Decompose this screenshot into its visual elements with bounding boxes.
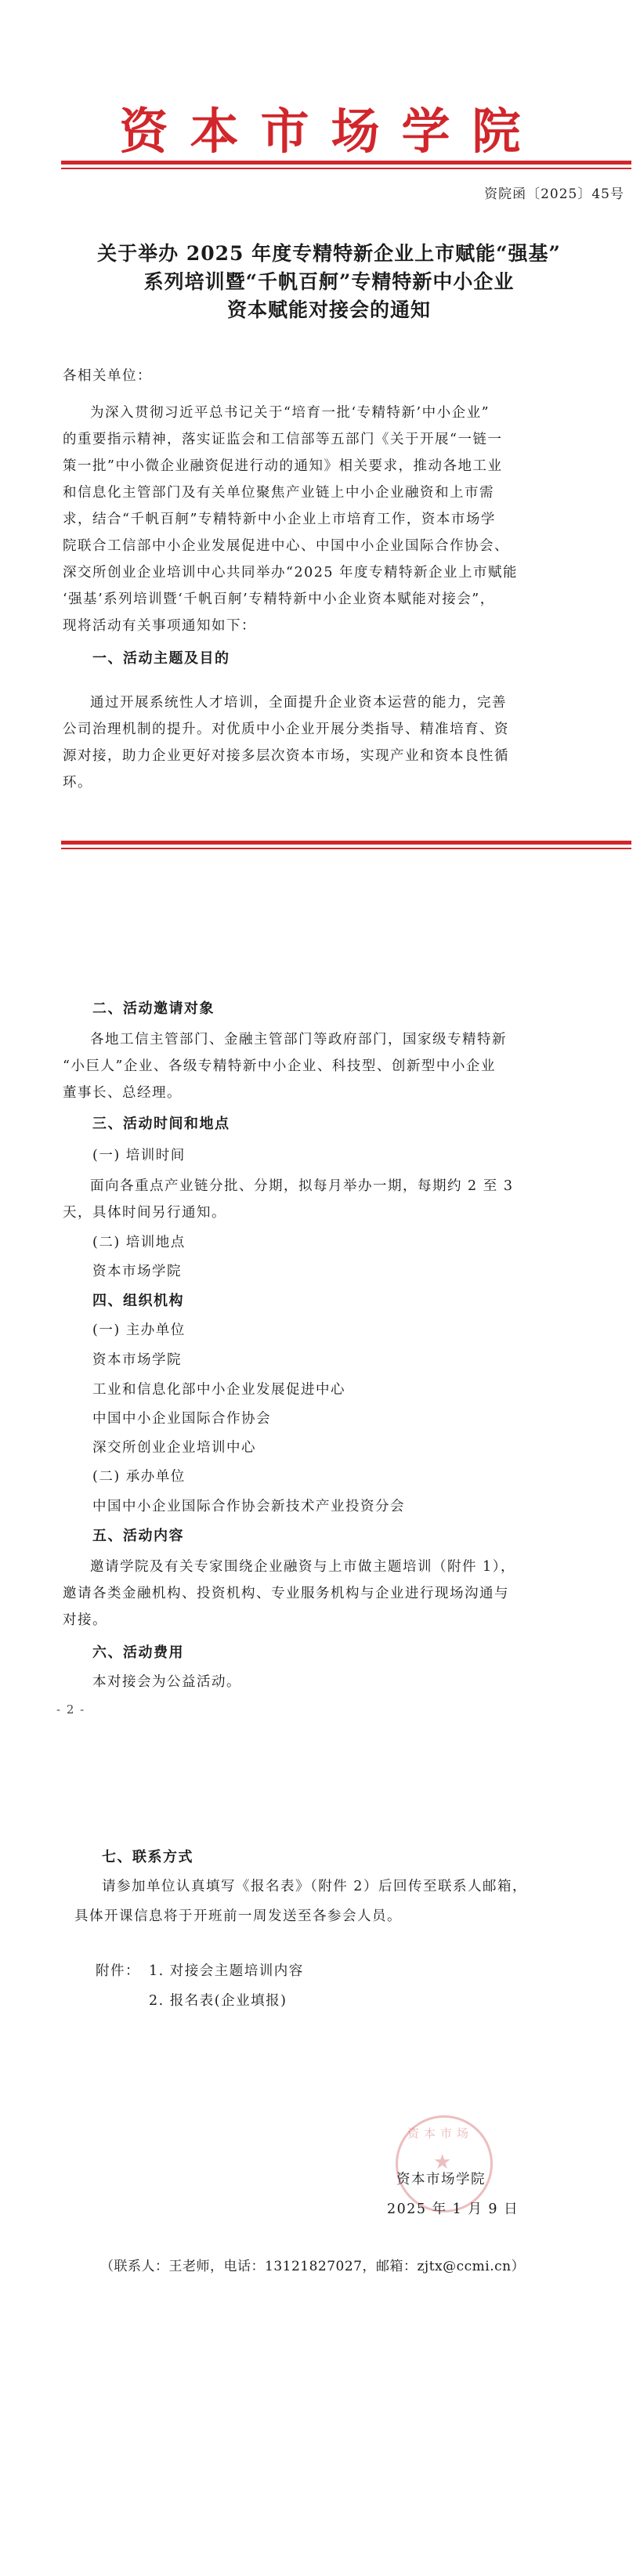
- letterhead-title: 资本市场学院: [119, 103, 543, 160]
- time-line: 天，具体时间另行通知。: [63, 1205, 226, 1221]
- intro-line: 和信息化主管部门及有关单位聚焦产业链上中小企业融资和上市需: [63, 485, 494, 501]
- section-2-heading: 二、活动邀请对象: [92, 1000, 215, 1017]
- section-1-heading: 一、活动主题及目的: [92, 650, 230, 667]
- time-line: 面向各重点产业链分批、分期，拟每月举办一期，每期约 2 至 3: [90, 1178, 514, 1194]
- intro-paragraph: [63, 400, 564, 639]
- section-5-line: 邀请学院及有关专家围绕企业融资与上市做主题培训（附件 1），: [90, 1559, 515, 1575]
- intro-line: 现将活动有关事项通知如下：: [63, 618, 256, 634]
- title-line: 关于举办 2025 年度专精特新企业上市赋能“强基”: [97, 242, 561, 265]
- intro-line: 院联合工信部中小企业发展促进中心、中国中小企业国际合作协会、: [63, 538, 509, 554]
- section-4-sub-organizer: (二) 承办单位: [92, 1469, 186, 1485]
- section-2-line: 董事长、总经理。: [63, 1085, 182, 1101]
- section-2-body: [63, 1026, 564, 1106]
- page-rule-thin: [61, 848, 631, 849]
- section-6-heading: 六、活动费用: [92, 1644, 184, 1661]
- salutation: 各相关单位：: [63, 368, 152, 384]
- host-org: 中国中小企业国际合作协会: [92, 1411, 271, 1427]
- signature-org: 资本市场学院: [396, 2172, 486, 2187]
- page-number: - 2 -: [56, 1702, 85, 1717]
- section-3-heading: 三、活动时间和地点: [92, 1116, 230, 1132]
- section-1-body: [63, 689, 564, 796]
- seal-star-icon: ★: [433, 2151, 452, 2174]
- section-3-sub-place: (二) 培训地点: [92, 1235, 186, 1250]
- section-3-time-body: [63, 1173, 564, 1226]
- section-1-line: 源对接，助力企业更好对接多层次资本市场，实现产业和资本良性循: [63, 748, 509, 764]
- document-number: 资院函〔2025〕45号: [484, 186, 624, 202]
- section-4-sub-host: (一) 主办单位: [92, 1322, 186, 1338]
- intro-line: 策一批”中小微企业融资促进行动的通知》相关要求，推动各地工业: [63, 458, 503, 474]
- document-title: [47, 240, 611, 324]
- section-2-line: 各地工信主管部门、金融主管部门等政府部门，国家级专精特新: [90, 1032, 507, 1047]
- section-3-sub-time: (一) 培训时间: [92, 1148, 186, 1163]
- seal-text: 资本市场: [407, 2126, 474, 2140]
- section-5-heading: 五、活动内容: [92, 1528, 184, 1544]
- contact-info: （联系人：王老师，电话：13121827027，邮箱：zjtx@ccmi.cn）: [100, 2259, 526, 2274]
- header-rule-thin: [61, 168, 631, 169]
- attachment-item: 1. 对接会主题培训内容: [149, 1963, 304, 1979]
- intro-line: 深交所创业企业培训中心共同举办“2025 年度专精特新企业上市赋能: [63, 565, 519, 581]
- section-7-line: 具体开课信息将于开班前一周发送至各参会人员。: [74, 1908, 402, 1924]
- section-4-heading: 四、组织机构: [92, 1293, 184, 1309]
- header-rule-thick: [61, 161, 631, 165]
- section-5-line: 对接。: [63, 1612, 107, 1628]
- organizer-org: 中国中小企业国际合作协会新技术产业投资分会: [92, 1499, 405, 1514]
- signature-date: 2025 年 1 月 9 日: [387, 2202, 519, 2217]
- section-7-heading: 七、联系方式: [102, 1849, 193, 1865]
- section-5-body: [63, 1554, 564, 1634]
- section-1-line: 环。: [63, 775, 92, 791]
- title-line: 资本赋能对接会的通知: [226, 298, 431, 321]
- attachments-label: 附件：: [96, 1963, 140, 1979]
- section-2-line: “小巨人”企业、各级专精特新中小企业、科技型、创新型中小企业: [63, 1058, 496, 1074]
- title-line: 系列培训暨“千帆百舸”专精特新中小企业: [143, 270, 515, 293]
- intro-line: 的重要指示精神，落实证监会和工信部等五部门《关于开展“一链一: [63, 432, 503, 447]
- section-1-line: 公司治理机制的提升。对优质中小企业开展分类指导、精准培育、资: [63, 722, 509, 737]
- host-org: 资本市场学院: [92, 1352, 182, 1368]
- section-7-line: 请参加单位认真填写《报名表》（附件 2）后回传至联系人邮箱，: [102, 1879, 527, 1894]
- section-1-line: 通过开展系统性人才培训，全面提升企业资本运营的能力，完善: [90, 695, 507, 711]
- intro-line: 为深入贯彻习近平总书记关于“培育一批‘专精特新’中小企业”: [90, 405, 490, 421]
- training-place: 资本市场学院: [92, 1264, 182, 1279]
- section-5-line: 邀请各类金融机构、投资机构、专业服务机构与企业进行现场沟通与: [63, 1586, 509, 1601]
- intro-line: 求，结合“千帆百舸”专精特新中小企业上市培育工作，资本市场学: [63, 512, 496, 527]
- section-6-line: 本对接会为公益活动。: [92, 1674, 241, 1690]
- host-org: 深交所创业企业培训中心: [92, 1440, 256, 1456]
- attachment-item: 2. 报名表(企业填报): [149, 1993, 287, 2009]
- intro-line: ‘强基’系列培训暨‘千帆百舸’专精特新中小企业资本赋能对接会”，: [63, 592, 495, 607]
- page-rule-thick: [61, 841, 631, 845]
- host-org: 工业和信息化部中小企业发展促进中心: [92, 1382, 345, 1398]
